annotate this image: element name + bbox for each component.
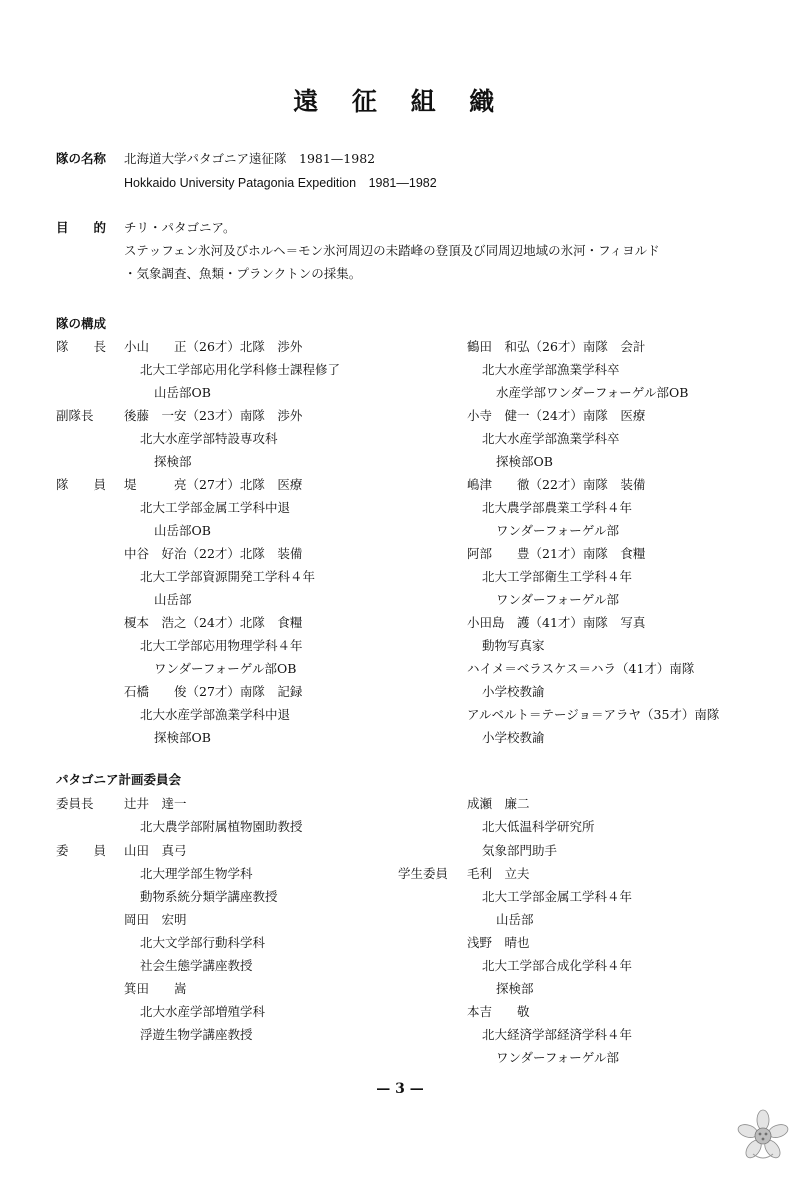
- committee-member-affiliation: 北大文学部行動科学科: [140, 935, 266, 950]
- committee-member-name: 山田 真弓: [124, 843, 187, 858]
- member-name: アルベルト＝テージョ＝アラヤ（35才）南隊: [467, 707, 720, 722]
- committee-member-name: 毛利 立夫: [467, 866, 530, 881]
- role-chair: 委員長: [56, 796, 94, 811]
- committee-member-position: 動物系統分類学講座教授: [140, 889, 278, 904]
- member-affiliation: 北大工学部資源開発工学科４年: [140, 569, 316, 584]
- role-sub-leader: 副隊長: [56, 408, 94, 423]
- member-name: 中谷 好治（22才）北隊 装備: [124, 546, 303, 561]
- purpose-line-3: ・気象調査、魚類・プランクトンの採集。: [124, 266, 362, 281]
- member-club: 山岳部OB: [154, 523, 211, 538]
- role-members: 隊 員: [56, 477, 107, 492]
- committee-member-name: 箕田 嵩: [124, 981, 187, 996]
- expedition-name-en: Hokkaido University Patagonia Expedition 1981—1982: [124, 176, 437, 190]
- committee-member-club: 探検部: [496, 981, 534, 996]
- member-name: ハイメ＝ベラスケス＝ハラ（41才）南隊: [467, 661, 695, 676]
- member-club: 探検部OB: [496, 454, 553, 469]
- member-affiliation: 北大水産学部漁業学科卒: [482, 362, 620, 377]
- expedition-name-ja: 北海道大学パタゴニア遠征隊 1981—1982: [124, 151, 376, 166]
- committee-heading: パタゴニア計画委員会: [56, 772, 182, 787]
- committee-member-affiliation: 北大低温科学研究所: [482, 819, 595, 834]
- member-name: 小寺 健一（24才）南隊 医療: [467, 408, 646, 423]
- member-name: 石橋 俊（27才）南隊 記録: [124, 684, 303, 699]
- member-club: ワンダーフォーゲル部OB: [154, 661, 297, 676]
- committee-member-name: 成瀬 廉二: [467, 796, 530, 811]
- committee-member-name: 本吉 敬: [467, 1004, 530, 1019]
- member-name: 小田島 護（41才）南隊 写真: [467, 615, 646, 630]
- member-affiliation: 北大工学部衛生工学科４年: [482, 569, 633, 584]
- member-club: 山岳部: [154, 592, 192, 607]
- committee-member-affiliation: 北大水産学部増殖学科: [140, 1004, 266, 1019]
- page-number: — 3 —: [376, 1081, 424, 1097]
- committee-member-position: 気象部門助手: [482, 843, 558, 858]
- committee-member-club: ワンダーフォーゲル部: [496, 1050, 620, 1065]
- member-affiliation: 動物写真家: [482, 638, 545, 653]
- member-club: ワンダーフォーゲル部: [496, 592, 620, 607]
- member-affiliation: 北大工学部金属工学科中退: [140, 500, 291, 515]
- committee-member-name: 岡田 宏明: [124, 912, 187, 927]
- member-name: 阿部 豊（21才）南隊 食糧: [467, 546, 646, 561]
- member-club: 水産学部ワンダーフォーゲル部OB: [496, 385, 689, 400]
- committee-member-club: 山岳部: [496, 912, 534, 927]
- member-affiliation: 北大工学部応用物理学科４年: [140, 638, 303, 653]
- member-name: 榎本 浩之（24才）北隊 食糧: [124, 615, 303, 630]
- committee-member-position: 浮遊生物学講座教授: [140, 1027, 253, 1042]
- role-committee-member: 委 員: [56, 843, 107, 858]
- member-affiliation: 北大工学部応用化学科修士課程修了: [140, 362, 341, 377]
- member-name: 後藤 一安（23才）南隊 渉外: [124, 408, 303, 423]
- member-affiliation: 北大農学部農業工学科４年: [482, 500, 633, 515]
- committee-member-affiliation: 北大経済学部経済学科４年: [482, 1027, 633, 1042]
- member-name: 鶴田 和弘（26才）南隊 会計: [467, 339, 646, 354]
- committee-member-name: 辻井 達一: [124, 796, 187, 811]
- member-club: 探検部: [154, 454, 192, 469]
- page-title: 遠 征 組 織: [293, 87, 507, 116]
- edelweiss-emblem-icon: [737, 1108, 789, 1166]
- purpose-label: 目 的: [56, 220, 107, 235]
- member-name: 小山 正（26才）北隊 渉外: [124, 339, 303, 354]
- role-student-member: 学生委員: [398, 866, 449, 881]
- member-name: 嶋津 徹（22才）南隊 装備: [467, 477, 646, 492]
- purpose-line-1: チリ・パタゴニア。: [124, 220, 236, 235]
- committee-member-affiliation: 北大農学部附属植物園助教授: [140, 819, 303, 834]
- member-club: 探検部OB: [154, 730, 211, 745]
- member-affiliation: 北大水産学部漁業学科中退: [140, 707, 291, 722]
- committee-member-affiliation: 北大工学部金属工学科４年: [482, 889, 633, 904]
- committee-member-affiliation: 北大理学部生物学科: [140, 866, 253, 881]
- role-leader: 隊 長: [56, 339, 107, 354]
- member-club: ワンダーフォーゲル部: [496, 523, 620, 538]
- committee-member-name: 浅野 晴也: [467, 935, 530, 950]
- member-affiliation: 北大水産学部特設専攻科: [140, 431, 278, 446]
- committee-member-affiliation: 北大工学部合成化学科４年: [482, 958, 633, 973]
- member-affiliation: 小学校教諭: [482, 684, 545, 699]
- team-heading: 隊の構成: [56, 316, 107, 331]
- member-name: 堤 亮（27才）北隊 医療: [124, 477, 303, 492]
- purpose-line-2: ステッフェン氷河及びホルヘ＝モン氷河周辺の未踏峰の登頂及び同周辺地域の氷河・フィヨルド: [124, 243, 660, 258]
- member-club: 山岳部OB: [154, 385, 211, 400]
- member-affiliation: 北大水産学部漁業学科卒: [482, 431, 620, 446]
- committee-member-position: 社会生態学講座教授: [140, 958, 253, 973]
- member-affiliation: 小学校教諭: [482, 730, 545, 745]
- name-label: 隊の名称: [56, 151, 107, 166]
